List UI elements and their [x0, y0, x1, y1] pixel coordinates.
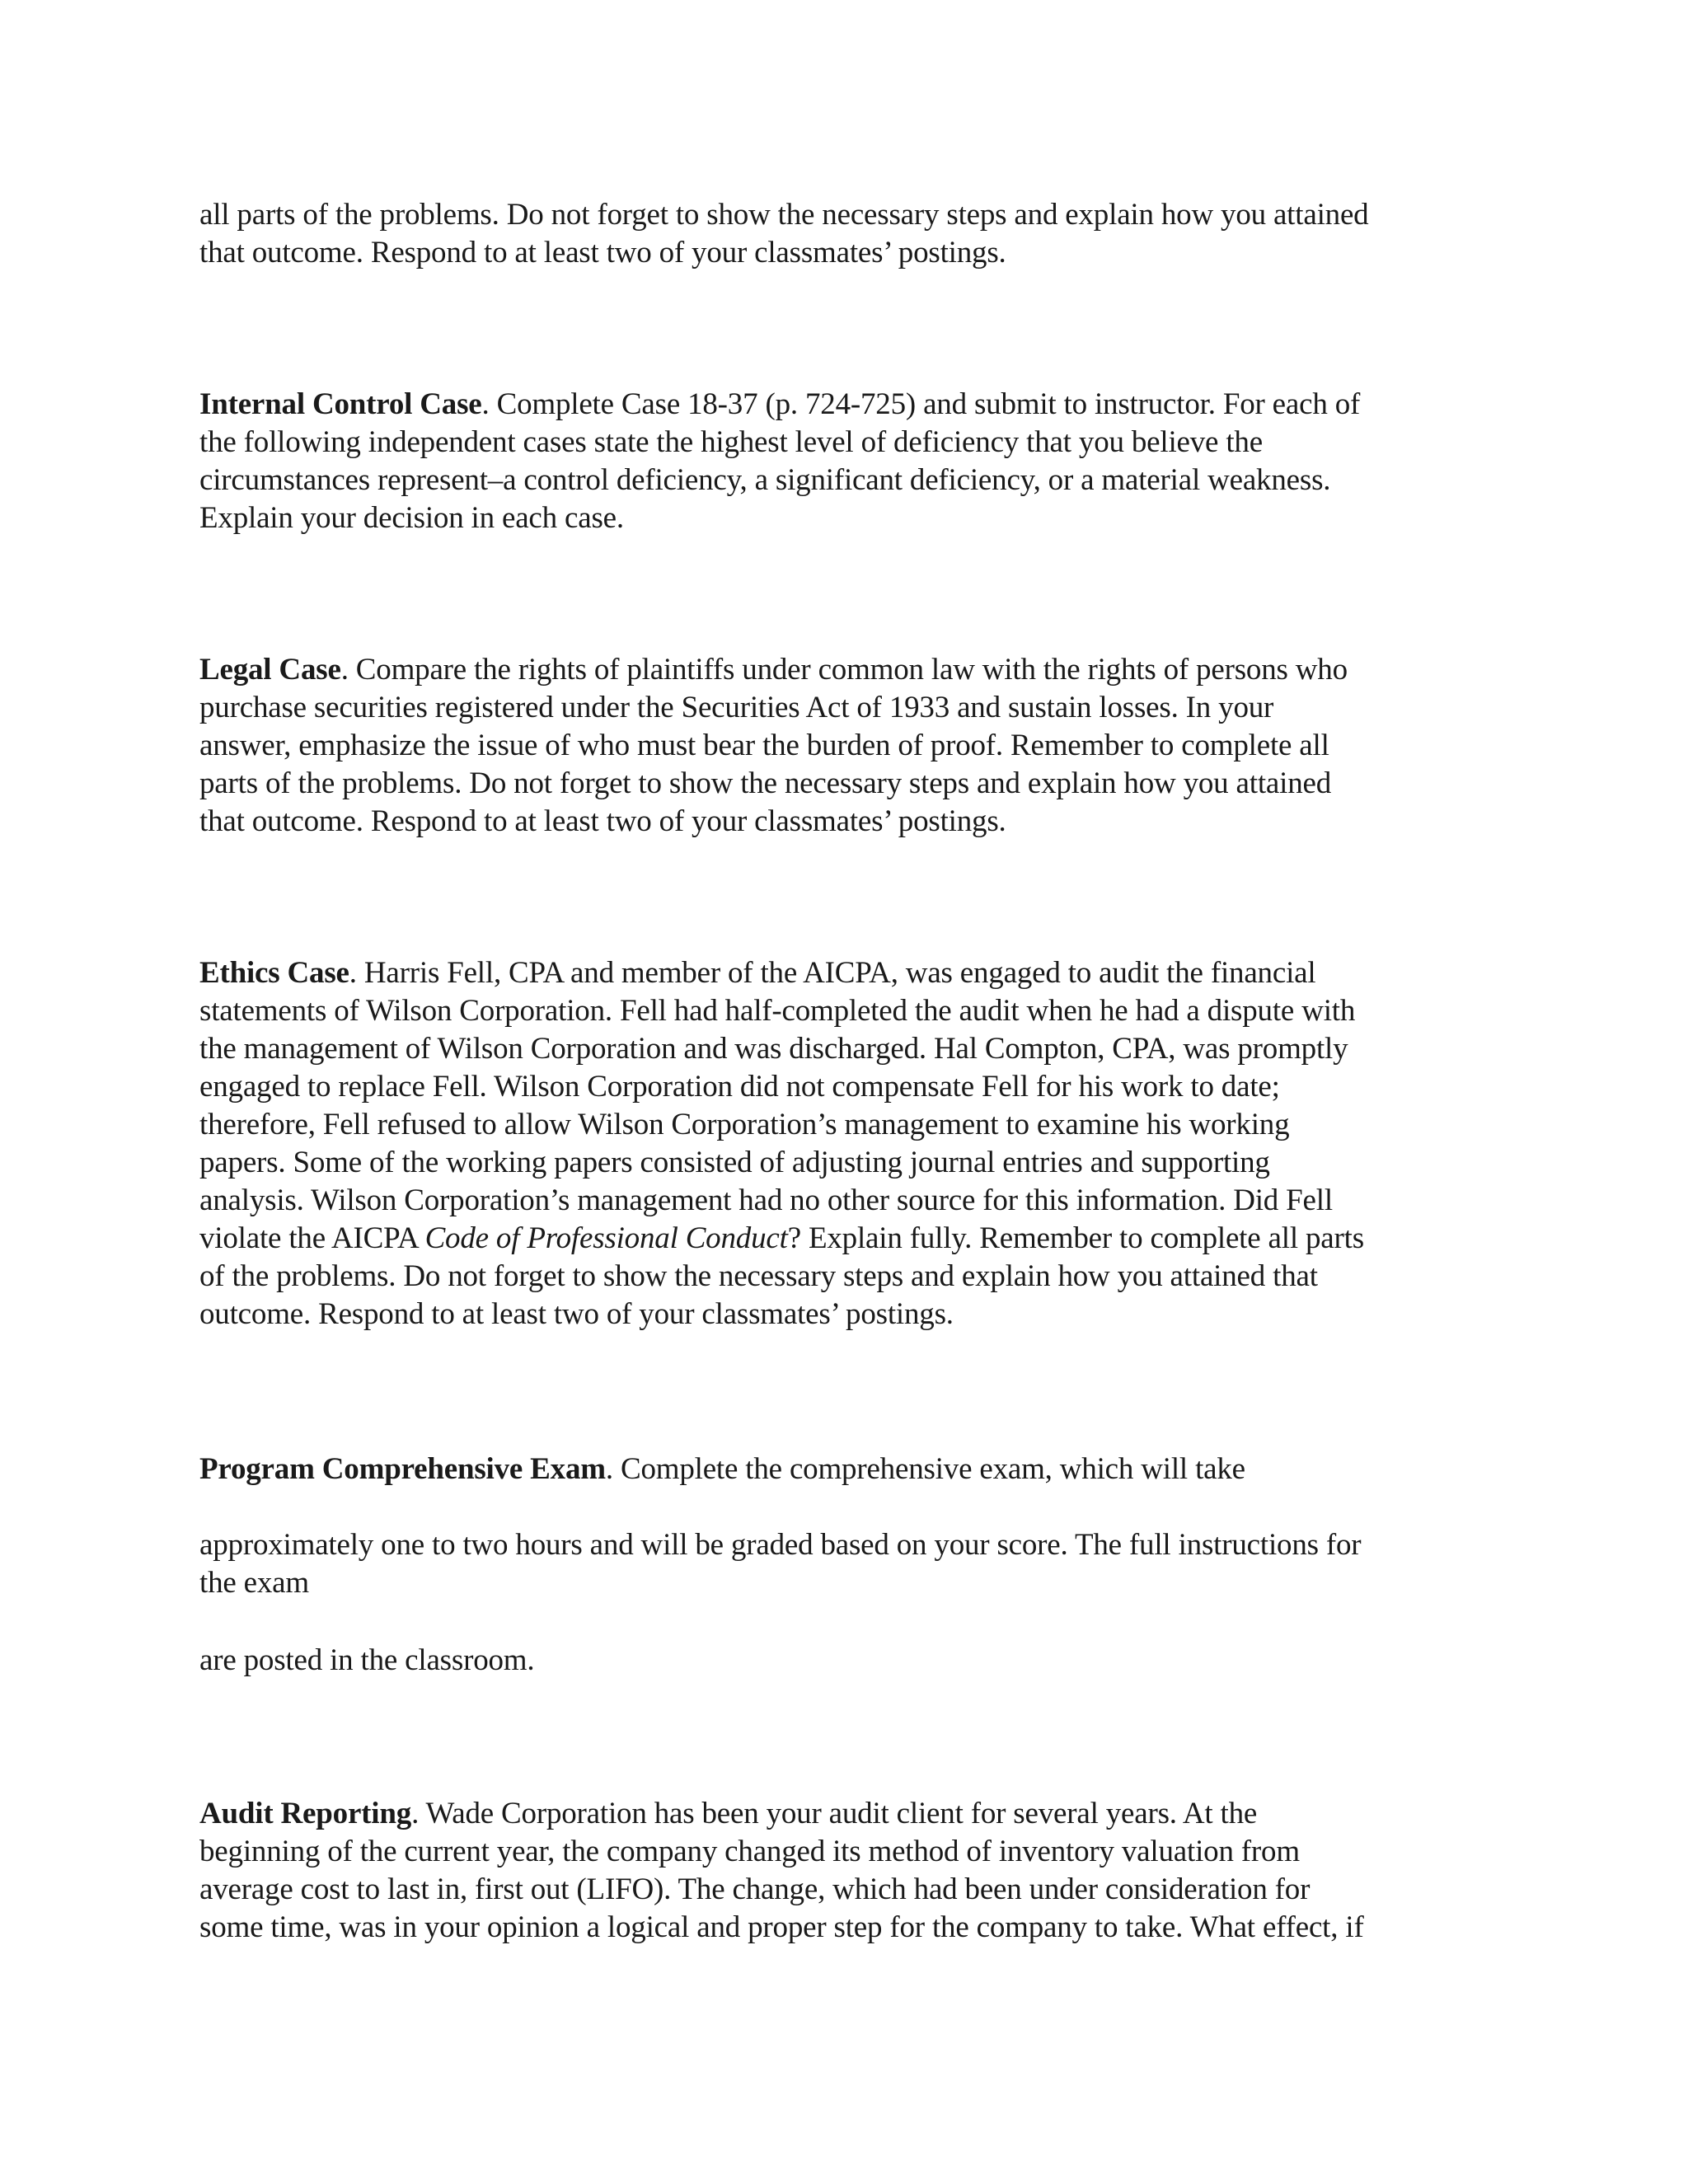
ethics-line-2: statements of Wilson Corporation. Fell had half-completed the audit when he had a dispute with — [199, 994, 1356, 1028]
exam-para2-line-2: the exam — [199, 1566, 309, 1600]
internal-control-first-line — [199, 386, 1502, 424]
legal-heading: Legal Case — [199, 653, 341, 687]
intro-line-2: that outcome. Respond to at least two of your classmates’ postings. — [199, 236, 1006, 269]
legal-line-3: answer, emphasize the issue of who must bear the burden of proof. Remember to complete all — [199, 729, 1329, 762]
legal-line-4: parts of the problems. Do not forget to show the necessary steps and explain how you attained — [199, 766, 1332, 800]
legal-first-line-text: . Compare the rights of plaintiffs under common law with the rights of persons who — [340, 653, 1348, 687]
ethics-code-line-before: violate the AICPA — [199, 1221, 425, 1255]
internal-control-line-4: Explain your decision in each case. — [199, 501, 624, 535]
internal-control-heading: Internal Control Case — [199, 387, 482, 421]
audit-line-2: beginning of the current year, the company changed its method of inventory valuation from — [199, 1835, 1300, 1868]
intro-line-1: all parts of the problems. Do not forget to show the necessary steps and explain how you attained — [199, 198, 1369, 232]
ethics-line-6: papers. Some of the working papers consisted of adjusting journal entries and supporting — [199, 1146, 1270, 1179]
ethics-heading: Ethics Case — [199, 956, 349, 990]
ethics-first-line-text: . Harris Fell, CPA and member of the AICPA, was engaged to audit the financial — [349, 956, 1316, 990]
exam-para3-line: are posted in the classroom. — [199, 1643, 535, 1677]
legal-section — [199, 651, 1502, 841]
ethics-line-7: analysis. Wilson Corporation’s management had no other source for this information. Did Fell — [199, 1183, 1333, 1217]
ethics-line-3: the management of Wilson Corporation and was discharged. Hal Compton, CPA, was promptly — [199, 1032, 1348, 1066]
internal-control-line-2: the following independent cases state the highest level of deficiency that you believe the — [199, 425, 1263, 459]
exam-first-line-text: . Complete the comprehensive exam, which will take — [605, 1452, 1245, 1486]
exam-section-heading-paragraph — [199, 1451, 1502, 1488]
ethics-line-4: engaged to replace Fell. Wilson Corporation did not compensate Fell for his work to date; — [199, 1070, 1280, 1104]
audit-line-3: average cost to last in, first out (LIFO). The change, which had been under consideration for — [199, 1872, 1311, 1906]
exam-first-line — [199, 1451, 1502, 1488]
legal-line-2: purchase securities registered under the Securities Act of 1933 and sustain losses. In your — [199, 691, 1274, 724]
audit-reporting-section — [199, 1795, 1502, 1947]
internal-control-first-line-text: . Complete Case 18-37 (p. 724-725) and submit to instructor. For each of — [481, 387, 1361, 421]
audit-line-4: some time, was in your opinion a logical and proper step for the company to take. What effect, if — [199, 1910, 1364, 1944]
audit-first-line-text: . Wade Corporation has been your audit client for several years. At the — [411, 1797, 1258, 1830]
internal-control-line-3: circumstances represent–a control deficiency, a significant deficiency, or a material weakness. — [199, 463, 1331, 497]
exam-para2-line-1: approximately one to two hours and will be graded based on your score. The full instructions for — [199, 1528, 1362, 1562]
ethics-code-line — [199, 1220, 1502, 1258]
ethics-section — [199, 954, 1502, 1333]
code-of-professional-conduct-title: Code of Professional Conduct — [424, 1221, 788, 1255]
intro-paragraph — [199, 196, 1502, 272]
exam-heading: Program Comprehensive Exam — [199, 1452, 606, 1486]
ethics-code-line-after: ? Explain fully. Remember to complete all parts — [787, 1221, 1364, 1255]
exam-paragraph-3 — [199, 1642, 1502, 1680]
audit-first-line — [199, 1795, 1502, 1833]
ethics-first-line — [199, 954, 1502, 992]
audit-heading: Audit Reporting — [199, 1797, 412, 1830]
ethics-line-10: outcome. Respond to at least two of your classmates’ postings. — [199, 1297, 954, 1331]
exam-paragraph-2 — [199, 1526, 1502, 1602]
ethics-line-9: of the problems. Do not forget to show the necessary steps and explain how you attained that — [199, 1259, 1318, 1293]
ethics-line-5: therefore, Fell refused to allow Wilson Corporation’s management to examine his working — [199, 1108, 1290, 1141]
internal-control-section — [199, 386, 1502, 537]
legal-first-line — [199, 651, 1502, 689]
legal-line-5: that outcome. Respond to at least two of your classmates’ postings. — [199, 804, 1006, 838]
